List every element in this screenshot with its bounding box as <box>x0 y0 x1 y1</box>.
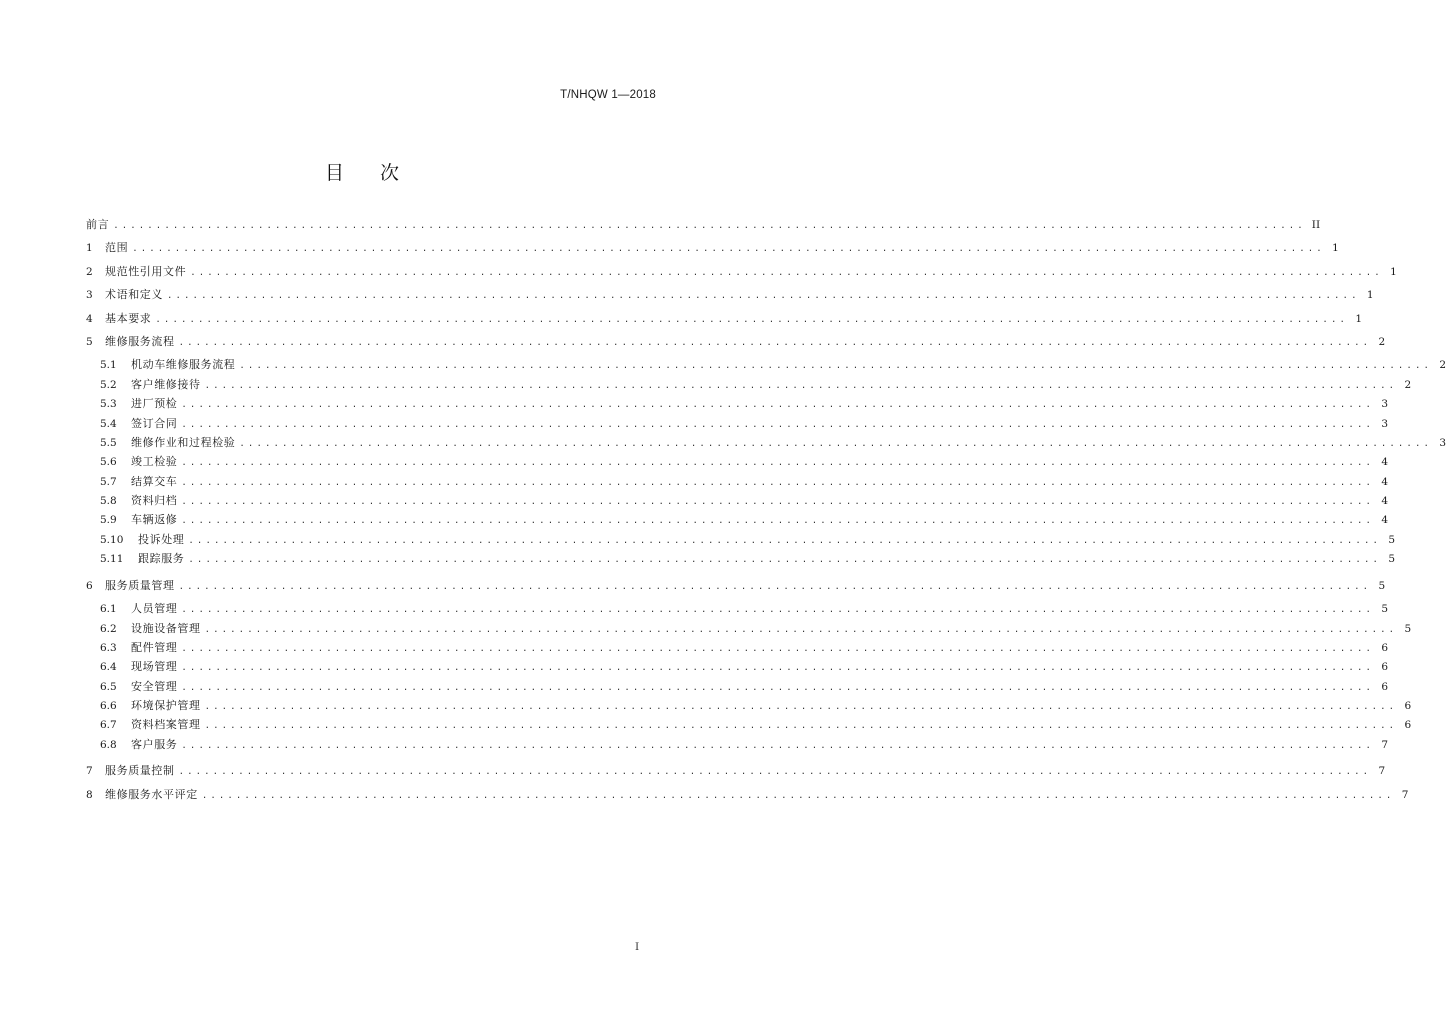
toc-entry[interactable] <box>86 334 1386 357</box>
toc-entry[interactable] <box>86 787 1409 810</box>
toc-section-number: 5.4 <box>100 417 117 430</box>
toc-section-title: 签订合同 <box>131 416 178 430</box>
toc-dot-leader: ............................................................................................................................................ <box>239 361 1432 372</box>
toc-section-title: 资料档案管理 <box>131 718 201 732</box>
toc-dot-leader: ............................................................................................................................................ <box>181 663 1374 674</box>
toc-page-number: 5 <box>1381 603 1388 616</box>
toc-entry-label <box>86 217 109 233</box>
toc-entry[interactable] <box>86 737 1388 764</box>
toc-section-number: 5.2 <box>100 378 117 391</box>
toc-section-number: 6.4 <box>100 661 117 674</box>
toc-section-title: 规范性引用文件 <box>105 264 187 278</box>
toc-section-number: 5 <box>86 335 93 348</box>
toc-section-number: 5.10 <box>100 533 124 546</box>
toc-section-title: 服务质量控制 <box>105 764 175 778</box>
toc-entry[interactable] <box>86 763 1386 786</box>
toc-page-number: 7 <box>1381 738 1388 751</box>
toc-page-number: 1 <box>1332 242 1339 255</box>
toc-section-title: 安全管理 <box>131 679 178 693</box>
toc-entry[interactable] <box>86 640 1388 659</box>
toc-page-number: 1 <box>1355 312 1362 325</box>
toc-entry[interactable] <box>86 416 1388 435</box>
toc-section-number: 5.6 <box>100 456 117 469</box>
toc-section-title: 客户服务 <box>131 737 178 751</box>
toc-section-title: 范围 <box>105 241 129 255</box>
toc-entry[interactable] <box>86 679 1388 698</box>
toc-entry[interactable] <box>86 474 1388 493</box>
toc-entry[interactable] <box>86 287 1374 310</box>
toc-dot-leader: ............................................................................................................................................ <box>181 643 1374 654</box>
toc-page-number: 7 <box>1401 788 1409 801</box>
toc-section-number: 6.3 <box>100 641 117 654</box>
toc-dot-leader: ............................................................................................................................................ <box>201 790 1395 801</box>
toc-dot-leader: ............................................................................................................................................ <box>188 555 1381 566</box>
toc-entry[interactable] <box>86 240 1339 263</box>
toc-entry-label <box>100 717 201 733</box>
toc-entry[interactable] <box>86 698 1412 717</box>
toc-section-title: 跟踪服务 <box>138 552 185 566</box>
toc-section-number: 5.8 <box>100 495 117 508</box>
toc-dot-leader: ............................................................................................................................................ <box>178 767 1372 778</box>
toc-section-title: 结算交车 <box>131 474 178 488</box>
toc-section-number: 5.11 <box>100 553 124 566</box>
toc-page-number: 6 <box>1381 661 1388 674</box>
toc-entry-label <box>86 334 175 350</box>
toc-dot-leader: ............................................................................................................................................ <box>181 458 1374 469</box>
toc-dot-leader: ............................................................................................................................................ <box>204 624 1398 635</box>
toc-section-title: 维修服务流程 <box>105 334 175 348</box>
toc-page-number: 4 <box>1381 456 1388 469</box>
toc-entry[interactable] <box>86 659 1388 678</box>
toc-entry-label <box>86 787 198 803</box>
toc-page-number: 7 <box>1378 765 1386 778</box>
toc-page-number: 2 <box>1378 335 1386 348</box>
toc-dot-leader: ............................................................................................................................................ <box>155 314 1348 325</box>
toc-page-number: 2 <box>1404 378 1412 391</box>
toc-section-number: 6.6 <box>100 700 117 713</box>
toc-entry[interactable] <box>86 551 1395 578</box>
toc-dot-leader: ............................................................................................................................................ <box>181 682 1374 693</box>
toc-entry-label <box>100 512 177 528</box>
toc-dot-leader: ............................................................................................................................................ <box>204 380 1398 391</box>
toc-entry-label <box>100 377 201 393</box>
toc-section-title: 机动车维修服务流程 <box>131 358 236 372</box>
toc-page-number: 2 <box>1439 359 1446 372</box>
toc-entry[interactable] <box>86 493 1388 512</box>
toc-section-title: 术语和定义 <box>105 288 163 302</box>
toc-page-number: 3 <box>1439 436 1446 449</box>
toc-section-number: 6.1 <box>100 603 117 616</box>
toc-entry[interactable] <box>86 264 1397 287</box>
toc-dot-leader: ............................................................................................................................................ <box>181 605 1374 616</box>
toc-dot-leader: ............................................................................................................................................ <box>204 702 1398 713</box>
toc-section-title: 车辆返修 <box>131 513 178 527</box>
toc-dot-leader: ............................................................................................................................................ <box>181 419 1374 430</box>
toc-dot-leader: ............................................................................................................................................ <box>181 516 1374 527</box>
toc-entry[interactable] <box>86 357 1446 376</box>
toc-dot-leader: ............................................................................................................................................ <box>167 291 1360 302</box>
document-code: T/NHQW 1—2018 <box>560 89 656 101</box>
toc-entry[interactable] <box>86 435 1446 454</box>
toc-page-number: 6 <box>1381 680 1388 693</box>
toc-dot-leader: ............................................................................................................................................ <box>181 497 1374 508</box>
toc-entry-label <box>100 532 184 548</box>
toc-entry[interactable] <box>86 512 1388 531</box>
toc-entry[interactable] <box>86 532 1395 551</box>
toc-page-number: 5 <box>1404 622 1412 635</box>
toc-page-number: 5 <box>1388 553 1395 566</box>
toc-section-number: 4 <box>86 312 93 325</box>
toc-page-number: 4 <box>1381 475 1388 488</box>
toc-dot-leader: ............................................................................................................................................ <box>181 477 1374 488</box>
toc-section-number: 6.2 <box>100 622 117 635</box>
toc-dot-leader: ............................................................................................................................................ <box>204 721 1398 732</box>
toc-page-number: 6 <box>1381 641 1388 654</box>
toc-entry[interactable] <box>86 454 1388 473</box>
toc-section-number: 5.5 <box>100 436 117 449</box>
toc-section-number: 5.1 <box>100 359 117 372</box>
toc-page-number: 4 <box>1381 514 1388 527</box>
page-title: 目次 <box>324 162 435 184</box>
toc-page-number: 1 <box>1366 289 1374 302</box>
toc-entry-label <box>100 601 177 617</box>
toc-dot-leader: ............................................................................................................................................ <box>113 221 1306 231</box>
toc-entry-label <box>86 264 186 280</box>
toc-page-number: 4 <box>1381 495 1388 508</box>
toc-section-number: 7 <box>86 765 93 778</box>
toc-entry[interactable] <box>86 578 1386 601</box>
toc-entry-label <box>100 493 177 509</box>
toc-page-number: II <box>1311 219 1321 231</box>
toc-entry-label <box>100 737 177 753</box>
toc-dot-leader: ............................................................................................................................................ <box>132 244 1325 255</box>
toc-entry[interactable] <box>86 717 1412 736</box>
toc-section-title: 维修作业和过程检验 <box>131 435 236 449</box>
toc-entry[interactable] <box>86 621 1412 640</box>
toc-page-number: 3 <box>1381 398 1388 411</box>
toc-entry[interactable] <box>86 217 1321 240</box>
toc-dot-leader: ............................................................................................................................................ <box>181 400 1374 411</box>
toc-page-number: 5 <box>1378 579 1386 592</box>
toc-entry-label <box>100 474 177 490</box>
toc-section-title: 投诉处理 <box>138 532 185 546</box>
toc-entry[interactable] <box>86 396 1388 415</box>
toc-entry-label <box>100 679 177 695</box>
toc-entry-label <box>86 240 128 256</box>
toc-entry-label <box>100 698 201 714</box>
toc-page-number: 1 <box>1390 265 1397 278</box>
toc-section-title: 竣工检验 <box>131 455 178 469</box>
toc-section-number: 6.5 <box>100 680 117 693</box>
page-number: I <box>635 941 640 953</box>
toc-section-number: 6 <box>86 579 93 592</box>
toc-dot-leader: ............................................................................................................................................ <box>181 740 1374 751</box>
toc-section-title: 资料归档 <box>131 494 178 508</box>
toc-entry-label <box>100 640 177 656</box>
toc-section-title: 客户维修接待 <box>131 377 201 391</box>
toc-dot-leader: ............................................................................................................................................ <box>178 581 1372 592</box>
toc-section-number: 6.7 <box>100 719 117 732</box>
toc-page-number: 5 <box>1388 533 1395 546</box>
toc-entry-label <box>100 551 184 567</box>
toc-section-number: 5.9 <box>100 514 117 527</box>
toc-section-title: 基本要求 <box>105 311 152 325</box>
toc-section-title: 环境保护管理 <box>131 699 201 713</box>
toc-entry-label <box>100 621 201 637</box>
toc-section-number: 3 <box>86 289 93 302</box>
toc-section-number: 1 <box>86 242 93 255</box>
toc-dot-leader: ............................................................................................................................................ <box>190 267 1383 278</box>
toc-entry[interactable] <box>86 377 1412 396</box>
toc-page-number: 3 <box>1381 417 1388 430</box>
toc-entry-label <box>100 396 177 412</box>
toc-entry[interactable] <box>86 311 1362 334</box>
toc-section-title: 配件管理 <box>131 640 178 654</box>
toc-entry-label <box>100 357 235 373</box>
toc-entry-label <box>100 454 177 470</box>
toc-page-number: 6 <box>1404 719 1412 732</box>
toc-section-title: 人员管理 <box>131 602 178 616</box>
table-of-contents <box>86 217 1446 810</box>
toc-dot-leader: ............................................................................................................................................ <box>178 337 1372 348</box>
toc-section-number: 5.7 <box>100 475 117 488</box>
toc-section-title: 设施设备管理 <box>131 621 201 635</box>
toc-section-number: 6.8 <box>100 738 117 751</box>
toc-entry-label <box>86 311 151 327</box>
toc-section-title: 前言 <box>86 218 110 231</box>
toc-section-title: 进厂预检 <box>131 397 178 411</box>
toc-entry[interactable] <box>86 601 1388 620</box>
toc-entry-label <box>86 287 163 303</box>
toc-entry-label <box>86 578 175 594</box>
toc-dot-leader: ............................................................................................................................................ <box>188 535 1381 546</box>
toc-section-number: 5.3 <box>100 398 117 411</box>
toc-section-number: 8 <box>86 788 93 801</box>
toc-entry-label <box>100 435 235 451</box>
toc-entry-label <box>100 416 177 432</box>
toc-entry-label <box>86 763 175 779</box>
toc-dot-leader: ............................................................................................................................................ <box>239 438 1432 449</box>
toc-section-number: 2 <box>86 265 93 278</box>
toc-entry-label <box>100 659 177 675</box>
toc-page-number: 6 <box>1404 700 1412 713</box>
toc-section-title: 维修服务水平评定 <box>105 787 198 801</box>
toc-section-title: 服务质量管理 <box>105 578 175 592</box>
toc-section-title: 现场管理 <box>131 660 178 674</box>
